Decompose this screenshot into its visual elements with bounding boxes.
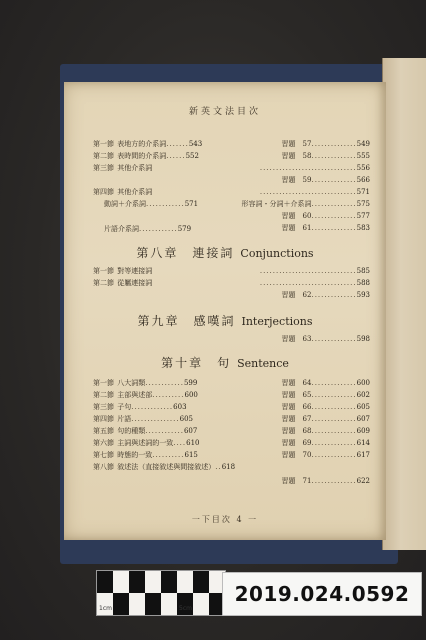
facing-page bbox=[382, 58, 426, 550]
leader-dots: .... bbox=[173, 439, 187, 447]
chapter-10-en: Sentence bbox=[237, 357, 289, 370]
exercise-title: 習題 61 bbox=[281, 224, 312, 232]
toc-entry-left bbox=[92, 451, 198, 460]
page-number: 556 bbox=[356, 164, 370, 172]
toc-entry-right bbox=[282, 439, 370, 448]
section-title: 表地方的介系詞 bbox=[115, 140, 167, 148]
exercise-title: 習題 70 bbox=[281, 451, 312, 459]
leader-dots: .............. bbox=[311, 224, 357, 232]
toc-entry-left bbox=[92, 427, 197, 436]
page-number: 575 bbox=[356, 200, 370, 208]
section-number: 第七節 bbox=[93, 451, 114, 459]
leader-dots: .......... bbox=[152, 391, 185, 399]
page-number: 593 bbox=[356, 291, 370, 299]
section-number: 第八節 bbox=[93, 463, 114, 471]
exercise-title: 習題 63 bbox=[281, 335, 312, 343]
section-title: 八大詞類 bbox=[115, 379, 146, 387]
page-number: 543 bbox=[188, 140, 203, 148]
page-number: 598 bbox=[356, 335, 370, 343]
section-title: 句的種類 bbox=[115, 427, 146, 435]
leader-dots: .............. bbox=[311, 403, 357, 411]
section-number: 第二節 bbox=[93, 391, 114, 399]
section-title: 對等連接詞 bbox=[115, 267, 153, 275]
toc-entry-left bbox=[92, 164, 152, 173]
leader-dots: ............ bbox=[145, 379, 184, 387]
section-title: 主部與述部 bbox=[115, 391, 153, 399]
toc-entry-right bbox=[282, 176, 370, 185]
section-title: 其他介系詞 bbox=[115, 188, 153, 196]
page-number: 600 bbox=[356, 379, 370, 387]
toc-entry-right bbox=[282, 212, 370, 221]
page-number: 618 bbox=[221, 463, 236, 471]
page-number: 605 bbox=[356, 403, 370, 411]
section-number: 第四節 bbox=[93, 415, 114, 423]
page-number: 577 bbox=[356, 212, 370, 220]
leader-dots: .............. bbox=[311, 477, 357, 485]
leader-dots: .............. bbox=[311, 415, 357, 423]
exercise-title: 習題 65 bbox=[281, 391, 312, 399]
running-head: 新英文法目次 bbox=[188, 107, 261, 117]
page-number: 607 bbox=[183, 427, 198, 435]
leader-dots: .............. bbox=[311, 152, 357, 160]
page-number: 583 bbox=[356, 224, 370, 232]
page-number: 600 bbox=[184, 391, 198, 399]
section-title: 從屬連接詞 bbox=[115, 279, 153, 287]
section-number: 第四節 bbox=[93, 188, 114, 196]
exercise-title: 習題 60 bbox=[281, 212, 312, 220]
leader-dots: .. bbox=[215, 463, 222, 471]
exercise-title: 習題 57 bbox=[281, 140, 312, 148]
page-number: 555 bbox=[356, 152, 370, 160]
chapter-10-heading bbox=[64, 354, 386, 371]
section-title: 主詞與述詞的一致 bbox=[115, 439, 174, 447]
toc-entry-left bbox=[92, 140, 202, 149]
toc-entry-right bbox=[282, 451, 370, 460]
toc-entry-left bbox=[92, 152, 199, 161]
leader-dots: .............. bbox=[311, 212, 357, 220]
section-title: 動詞＋介系詞 bbox=[104, 200, 146, 208]
exercise-title: 習題 67 bbox=[281, 415, 312, 423]
section-number: 第六節 bbox=[93, 439, 114, 447]
leader-dots: ....... bbox=[166, 140, 189, 148]
toc-entry-left bbox=[92, 439, 200, 448]
page-number: 571 bbox=[184, 200, 199, 208]
toc-entry-left bbox=[92, 403, 187, 412]
section-number: 第五節 bbox=[93, 427, 114, 435]
toc-entry-right bbox=[282, 152, 370, 161]
leader-dots: .............. bbox=[311, 200, 357, 208]
section-number: 第二節 bbox=[93, 279, 114, 287]
section-title: 子句 bbox=[115, 403, 132, 411]
page-number: 607 bbox=[356, 415, 370, 423]
section-title: 其他介系詞 bbox=[115, 164, 153, 172]
exercise-title: 習題 66 bbox=[281, 403, 312, 411]
toc-entry-right bbox=[282, 427, 370, 436]
leader-dots: .............. bbox=[311, 140, 357, 148]
scale-card bbox=[96, 570, 226, 616]
section-number: 第一節 bbox=[93, 267, 114, 275]
chapter-8-cn: 第八章 連接詞 bbox=[136, 246, 235, 260]
leader-dots: .............................. bbox=[259, 279, 357, 287]
toc-entry-right bbox=[260, 267, 370, 276]
scale-label-1cm: 1cm bbox=[99, 605, 112, 612]
page-number: 552 bbox=[185, 152, 199, 160]
chapter-8-heading bbox=[64, 244, 386, 261]
section-title: 時態的一致 bbox=[115, 451, 153, 459]
chapter-10-cn: 第十章 句 bbox=[161, 356, 232, 370]
exercise-title: 習題 64 bbox=[281, 379, 312, 387]
page-number: 599 bbox=[183, 379, 198, 387]
toc-entry-right bbox=[282, 403, 370, 412]
exercise-title: 習題 69 bbox=[281, 439, 312, 447]
leader-dots: .............................. bbox=[259, 267, 357, 275]
exercise-title: 習題 68 bbox=[281, 427, 312, 435]
toc-entry-right bbox=[282, 391, 370, 400]
toc-entry-left bbox=[92, 391, 198, 400]
leader-dots: ............. bbox=[131, 403, 174, 411]
toc-entry-right bbox=[260, 279, 370, 288]
chapter-9-en: Interjections bbox=[241, 315, 313, 328]
section-title: 敘述法（直接敘述與間接敘述） bbox=[115, 463, 216, 471]
page-number: 579 bbox=[177, 225, 192, 233]
leader-dots: .............................. bbox=[259, 164, 357, 172]
section-number: 第一節 bbox=[93, 379, 114, 387]
page-number: 617 bbox=[356, 451, 370, 459]
leader-dots: ...... bbox=[166, 152, 186, 160]
leader-dots: .............. bbox=[311, 335, 357, 343]
page-number: 610 bbox=[186, 439, 200, 447]
chapter-9-heading bbox=[64, 312, 386, 329]
toc-entry-right bbox=[260, 188, 370, 197]
section-number: 第三節 bbox=[93, 403, 114, 411]
page-number: 615 bbox=[184, 451, 198, 459]
leader-dots: ............ bbox=[139, 225, 178, 233]
toc-entry-right bbox=[282, 335, 370, 344]
toc-entry-left bbox=[104, 200, 198, 209]
page-footer: 一下目次 4 一 bbox=[191, 515, 259, 524]
leader-dots: .............. bbox=[311, 427, 357, 435]
accession-number-label: 2019.024.0592 bbox=[222, 572, 422, 616]
page-number: 609 bbox=[356, 427, 370, 435]
page-number: 614 bbox=[356, 439, 370, 447]
page-number: 566 bbox=[356, 176, 370, 184]
page-number: 588 bbox=[356, 279, 370, 287]
contents-page bbox=[64, 82, 386, 540]
leader-dots: ............ bbox=[146, 200, 185, 208]
section-number: 第二節 bbox=[93, 152, 114, 160]
leader-dots: ............... bbox=[131, 415, 180, 423]
leader-dots: .............. bbox=[311, 176, 357, 184]
chapter-8-en: Conjunctions bbox=[240, 247, 314, 260]
leader-dots: .......... bbox=[152, 451, 185, 459]
toc-entry-right bbox=[282, 415, 370, 424]
exercise-title: 習題 59 bbox=[281, 176, 312, 184]
leader-dots: .............. bbox=[311, 439, 357, 447]
toc-entry-right bbox=[282, 224, 370, 233]
leader-dots: .............................. bbox=[259, 188, 357, 196]
section-title: 表時間的介系詞 bbox=[115, 152, 167, 160]
leader-dots: .............. bbox=[311, 391, 357, 399]
exercise-title: 習題 71 bbox=[281, 477, 312, 485]
toc-entry-right bbox=[282, 140, 370, 149]
toc-entry-right bbox=[241, 200, 370, 209]
page-number: 603 bbox=[173, 403, 187, 411]
scale-label-5cm: 5cm bbox=[179, 605, 192, 612]
toc-entry-left bbox=[92, 379, 197, 388]
toc-entry-left bbox=[92, 279, 152, 288]
leader-dots: .............. bbox=[311, 451, 357, 459]
page-number: 605 bbox=[179, 415, 193, 423]
section-number: 第一節 bbox=[93, 140, 114, 148]
leader-dots: .............. bbox=[311, 291, 357, 299]
leader-dots: .............. bbox=[311, 379, 357, 387]
page-number: 571 bbox=[356, 188, 370, 196]
toc-entry-left bbox=[92, 188, 152, 197]
toc-entry-left bbox=[92, 415, 193, 424]
chapter-9-cn: 第九章 感嘆詞 bbox=[137, 314, 236, 328]
section-number: 第三節 bbox=[93, 164, 114, 172]
toc-entry-right bbox=[282, 477, 370, 486]
toc-entry-left bbox=[92, 463, 235, 472]
toc-entry-right bbox=[282, 379, 370, 388]
exercise-title: 形容詞・分詞＋介系詞 bbox=[241, 200, 312, 208]
toc-entry-right bbox=[260, 164, 370, 173]
section-title: 片語 bbox=[115, 415, 132, 423]
toc-entry-right bbox=[282, 291, 370, 300]
exercise-title: 習題 62 bbox=[281, 291, 312, 299]
leader-dots: ............ bbox=[145, 427, 184, 435]
toc-entry-left bbox=[104, 225, 191, 234]
exercise-title: 習題 58 bbox=[281, 152, 312, 160]
page-number: 549 bbox=[356, 140, 370, 148]
page-number: 602 bbox=[356, 391, 370, 399]
page-number: 585 bbox=[356, 267, 370, 275]
section-title: 片語介系詞 bbox=[104, 225, 139, 233]
page-number: 622 bbox=[356, 477, 370, 485]
toc-entry-left bbox=[92, 267, 152, 276]
